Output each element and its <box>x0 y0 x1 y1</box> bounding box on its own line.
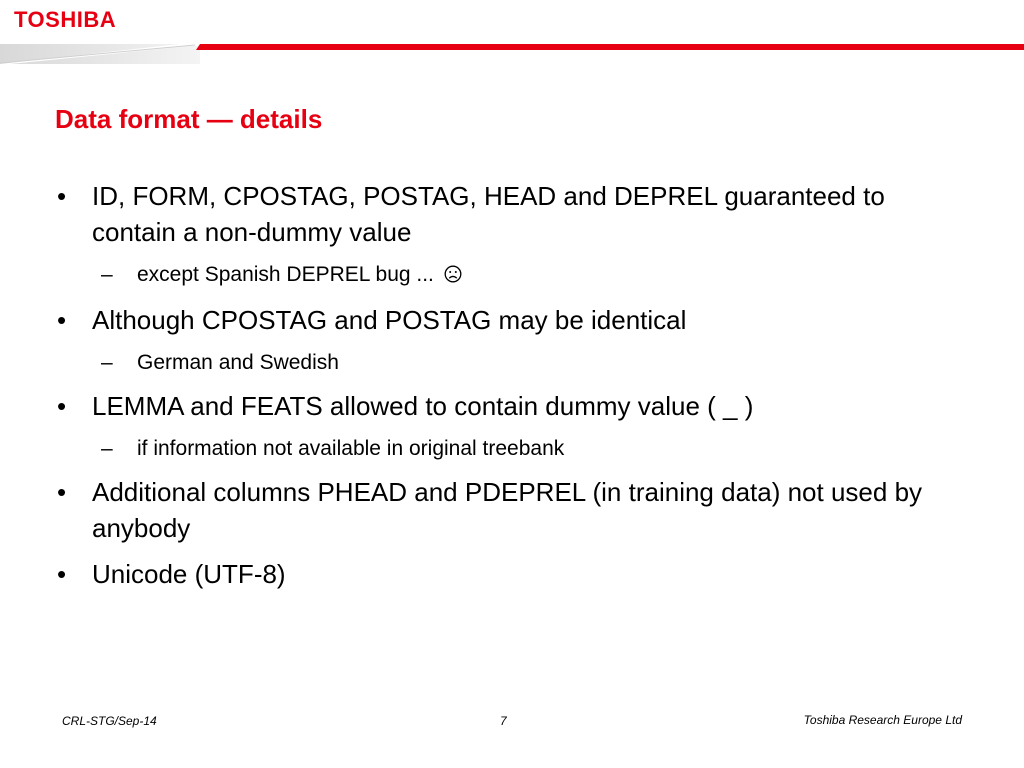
sub-bullet-marker: – <box>101 437 113 460</box>
frowning-face-icon <box>444 262 462 292</box>
toshiba-logo: TOSHIBA <box>14 7 117 32</box>
sub-bullet-item <box>55 348 955 378</box>
bullet-marker: • <box>57 477 67 507</box>
bullet-text: Unicode (UTF-8) <box>92 559 286 589</box>
bullet-item <box>55 388 955 424</box>
page-number: 7 <box>500 714 507 728</box>
sub-bullet-marker: – <box>101 351 113 374</box>
bullet-marker: • <box>57 181 67 211</box>
sub-bullet-item <box>55 434 955 464</box>
bullet-text: Additional columns PHEAD and PDEPREL (in training data) not used by anybody <box>92 477 923 543</box>
bullet-text: Although CPOSTAG and POSTAG may be identical <box>92 305 687 335</box>
bullet-item <box>55 556 955 592</box>
bullet-item <box>55 178 955 250</box>
sub-bullet-text: German and Swedish <box>137 351 339 374</box>
header-decor-bar <box>0 36 1024 64</box>
footer-left-label: CRL-STG/Sep-14 <box>62 714 157 728</box>
sub-bullet-item <box>55 260 955 292</box>
bullet-text: LEMMA and FEATS allowed to contain dummy value ( _ ) <box>92 391 754 421</box>
bullet-marker: • <box>57 559 67 589</box>
bullet-list <box>55 178 955 602</box>
header-bar-graphic <box>0 36 1024 64</box>
sub-bullet-text: if information not available in original treebank <box>137 437 565 460</box>
footer-right-label: Toshiba Research Europe Ltd <box>803 713 962 727</box>
bullet-item <box>55 302 955 338</box>
bullet-text: ID, FORM, CPOSTAG, POSTAG, HEAD and DEPREL guaranteed to contain a non-dummy value <box>92 181 885 247</box>
bullet-item <box>55 474 955 546</box>
bullet-marker: • <box>57 305 67 335</box>
slide-title: Data format — details <box>55 104 323 134</box>
sub-bullet-marker: – <box>101 263 113 286</box>
sub-bullet-text: except Spanish DEPREL bug ... <box>137 263 434 286</box>
bullet-marker: • <box>57 391 67 421</box>
